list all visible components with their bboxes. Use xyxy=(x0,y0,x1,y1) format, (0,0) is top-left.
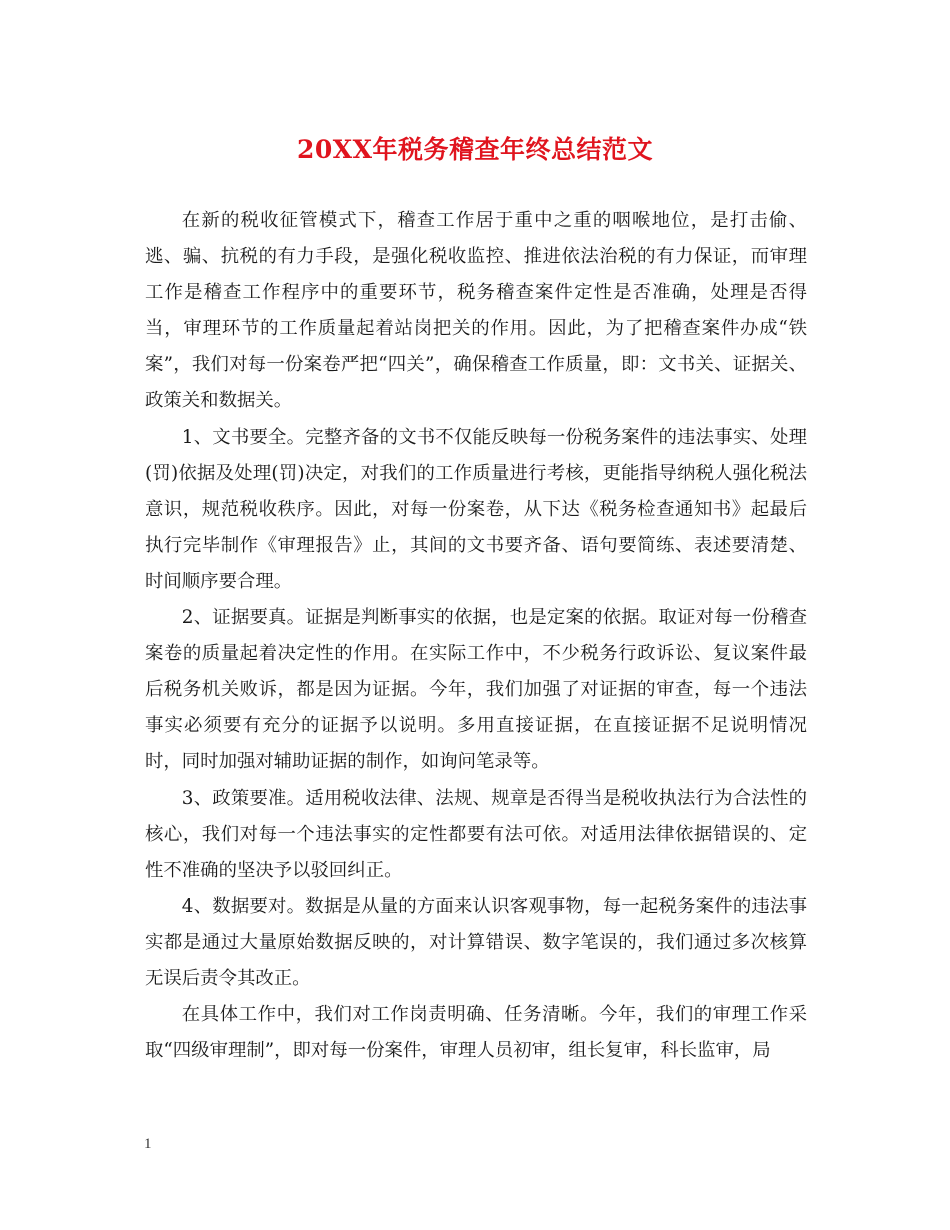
page-number: 1 xyxy=(144,1136,152,1152)
document-title: 20XX年税务稽查年终总结范文 xyxy=(296,135,654,164)
paragraph-evidence: 2、证据要真。证据是判断事实的依据，也是定案的依据。取证对每一份稽查案卷的质量起着决定性的作用。在实际工作中，不少税务行政诉讼、复议案件最后税务机关败诉，都是因为证据。今年，我们加强了对证据的审查，每一个违法事实必须要有充分的证据予以说明。多用直接证据，在直接证据不足说明情况时，同时加强对辅助证据的制作，如询问笔录等。 xyxy=(145,607,807,773)
paragraph-intro: 在新的税收征管模式下，稽查工作居于重中之重的咽喉地位，是打击偷、逃、骗、抗税的有力手段，是强化税收监控、推进依法治税的有力保证，而审理工作是稽查工作程序中的重要环节，税务稽查案件定性是否准确，处理是否得当，审理环节的工作质量起着站岗把关的作用。因此，为了把稽查案件办成“铁案”，我们对每一份案卷严把“四关”，确保稽查工作质量，即：文书关、证据关、政策关和数据关。 xyxy=(145,210,807,412)
paragraph-data: 4、数据要对。数据是从量的方面来认识客观事物，每一起税务案件的违法事实都是通过大量原始数据反映的，对计算错误、数字笔误的，我们通过多次核算无误后责令其改正。 xyxy=(145,895,807,989)
paragraph-documents: 1、文书要全。完整齐备的文书不仅能反映每一份税务案件的违法事实、处理(罚)依据及处理(罚)决定，对我们的工作质量进行考核，更能指导纳税人强化税法意识，规范税收秩序。因此，对每一份案卷，从下达《税务检查通知书》起最后执行完毕制作《审理报告》止，其间的文书要齐备、语句要简练、表述要清楚、时间顺序要合理。 xyxy=(145,426,807,592)
paragraph-work: 在具体工作中，我们对工作岗责明确、任务清晰。今年，我们的审理工作采取“四级审理制”，即对每一份案件，审理人员初审，组长复审，科长监审，局 xyxy=(145,1004,807,1062)
paragraph-policy: 3、政策要准。适用税收法律、法规、规章是否得当是税收执法行为合法性的核心，我们对每一个违法事实的定性都要有法可依。对适用法律依据错误的、定性不准确的坚决予以驳回纠正。 xyxy=(145,787,807,881)
document-body xyxy=(145,203,807,1069)
